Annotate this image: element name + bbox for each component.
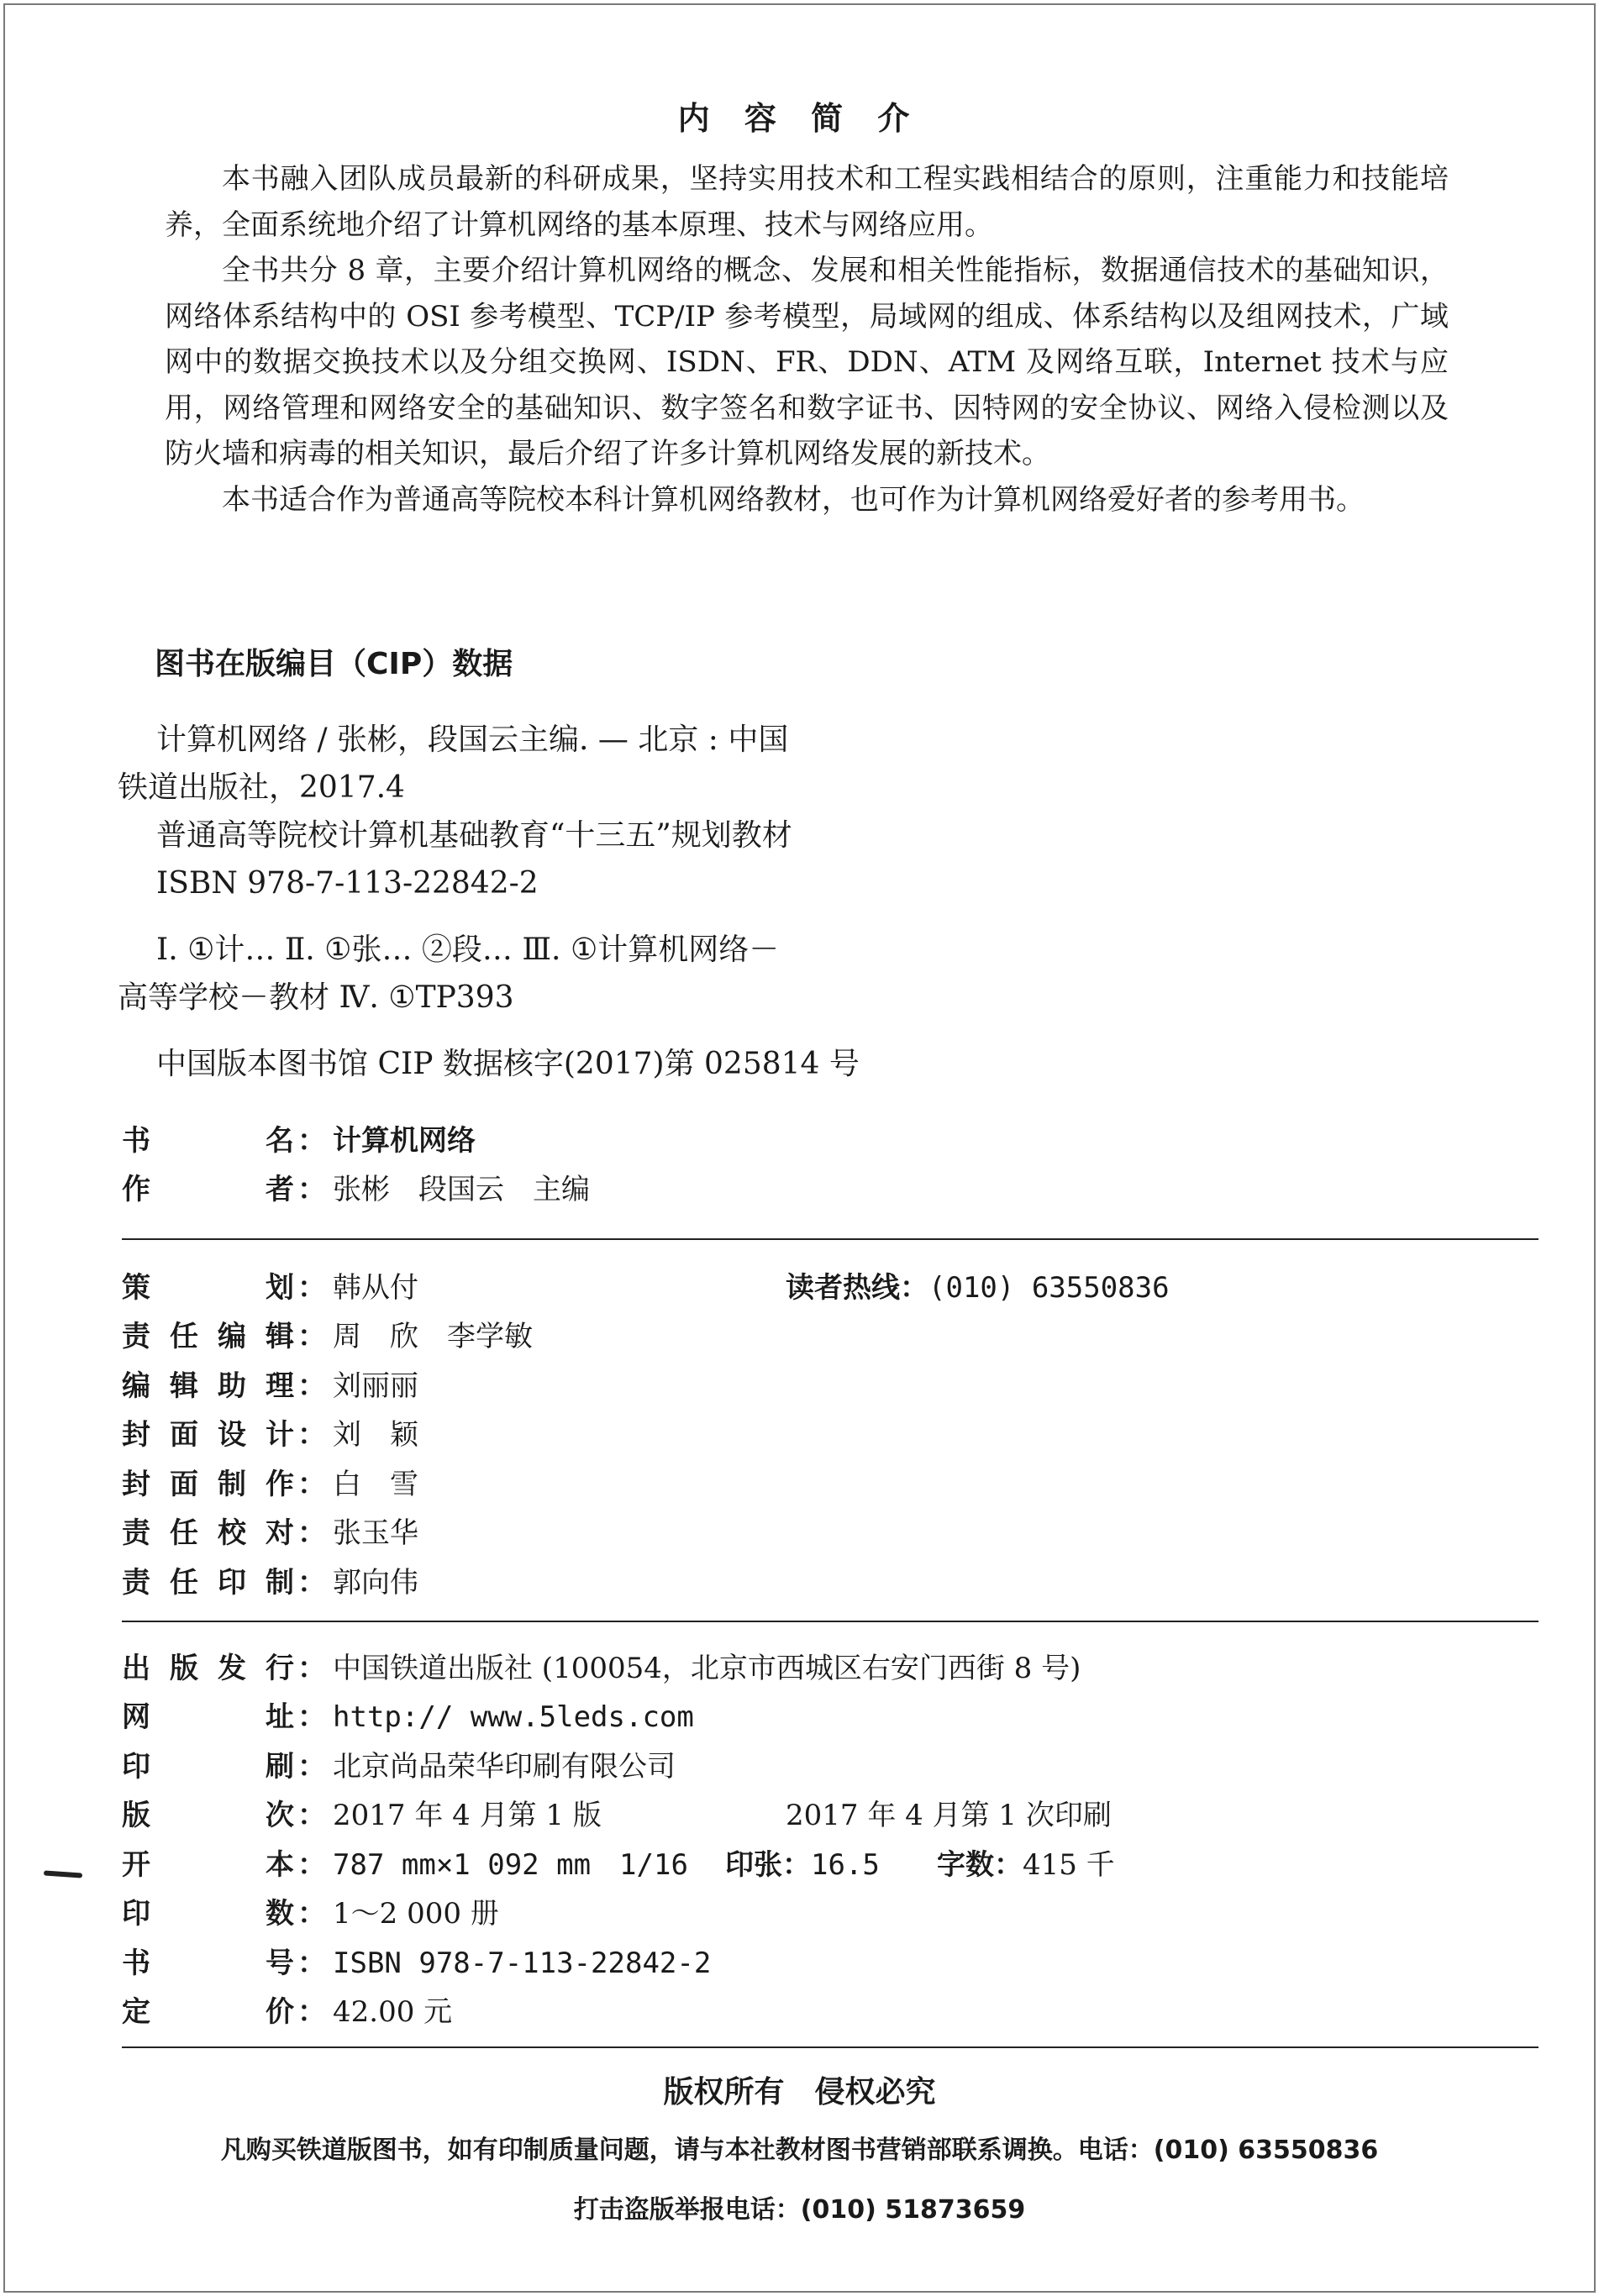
sheets-label: 印张：: [725, 1848, 811, 1882]
page-title: 内 容 简 介: [677, 99, 922, 137]
piracy-hotline: 打击盗版举报电话：(010) 51873659: [573, 2195, 1026, 2225]
author-value: 张彬 段国云 主编: [333, 1173, 590, 1206]
isbn-label: 书号: [122, 1947, 294, 1980]
book-name-label: 书名: [122, 1124, 294, 1158]
planner-value: 韩从付: [333, 1271, 418, 1305]
cip-line: 高等学校－教材 Ⅳ. ①TP393: [118, 980, 514, 1015]
price-value: 42.00 元: [333, 1995, 453, 2029]
hotline-value: (010) 63550836: [928, 1271, 1170, 1305]
publisher-value: 中国铁道出版社 (100054，北京市西城区右安门西街 8 号): [333, 1652, 1081, 1685]
cip-block: [118, 716, 860, 1088]
printer-label: 印刷: [122, 1750, 294, 1784]
intro-paragraph: 本书融入团队成员最新的科研成果，坚持实用技术和工程实践相结合的原则，注重能力和技能培养，全面系统地介绍了计算机网络的基本原理、技术与网络应用。: [165, 162, 1449, 242]
website-label: 网址: [122, 1700, 294, 1734]
cip-line: 普通高等院校计算机基础教育“十三五”规划教材: [156, 818, 792, 853]
proof-label: 责任校对: [122, 1516, 294, 1550]
divider: [122, 2046, 1539, 2048]
assistant-label: 编辑助理: [122, 1369, 294, 1403]
words-value: 415 千: [1023, 1848, 1115, 1882]
divider: [122, 1621, 1539, 1622]
edition-label: 版次: [122, 1799, 294, 1832]
book-name-value: 计算机网络: [333, 1124, 476, 1158]
editor-value: 周 欣 李学敏: [333, 1320, 533, 1353]
quality-notice: 凡购买铁道版图书，如有印制质量问题，请与本社教材图书营销部联系调换。电话：(010) 63550836: [220, 2136, 1379, 2165]
format-value: 787 mm×1 092 mm 1/16: [333, 1848, 688, 1882]
publisher-label: 出版发行: [122, 1652, 294, 1685]
assistant-value: 刘丽丽: [333, 1369, 418, 1403]
sheets-value: 16.5: [811, 1848, 880, 1882]
copies-label: 印数: [122, 1897, 294, 1931]
cover-design-value: 刘 颖: [333, 1418, 418, 1452]
divider: [122, 1238, 1539, 1240]
intro-text: [165, 156, 1449, 523]
cip-line: 铁道出版社，2017.4: [118, 770, 405, 805]
cip-heading: 图书在版编目（CIP）数据: [155, 647, 513, 681]
format-label: 开本: [122, 1848, 294, 1882]
price-label: 定价: [122, 1995, 294, 2029]
cover-make-value: 白 雪: [333, 1468, 418, 1501]
copyright-notice: 版权所有 侵权必究: [663, 2075, 936, 2109]
print-resp-label: 责任印制: [122, 1566, 294, 1600]
cip-line: 计算机网络 / 张彬，段国云主编. — 北京 : 中国: [156, 722, 789, 757]
cip-line: 中国版本图书馆 CIP 数据核字(2017)第 025814 号: [156, 1047, 860, 1081]
author-label: 作者: [122, 1173, 294, 1206]
words-label: 字数：: [937, 1848, 1023, 1882]
hotline-label: 读者热线：: [786, 1271, 928, 1305]
printing-value: 2017 年 4 月第 1 次印刷: [786, 1799, 1112, 1832]
edition-value: 2017 年 4 月第 1 版: [333, 1799, 602, 1832]
print-resp-value: 郭向伟: [333, 1566, 418, 1600]
printer-value: 北京尚品荣华印刷有限公司: [333, 1750, 676, 1784]
cover-make-label: 封面制作: [122, 1468, 294, 1501]
proof-value: 张玉华: [333, 1516, 418, 1550]
copies-value: 1～2 000 册: [333, 1897, 499, 1931]
cip-line: Ⅰ. ①计… Ⅱ. ①张… ②段… Ⅲ. ①计算机网络－: [156, 933, 780, 967]
planner-label: 策划: [122, 1271, 294, 1305]
cover-design-label: 封面设计: [122, 1418, 294, 1452]
website-value: http:// www.5leds.com: [333, 1700, 694, 1734]
isbn-value: ISBN 978-7-113-22842-2: [333, 1947, 712, 1980]
intro-paragraph: 本书适合作为普通高等院校本科计算机网络教材，也可作为计算机网络爱好者的参考用书。: [222, 482, 1365, 517]
cip-line: ISBN 978-7-113-22842-2: [156, 866, 539, 901]
intro-paragraph: 全书共分 8 章，主要介绍计算机网络的概念、发展和相关性能指标，数据通信技术的基础知识，网络体系结构中的 OSI 参考模型、TCP/IP 参考模型，局域网的组成、体系结构以及组网技术，广域网中的数据交换技术以及分组交换网、ISDN、FR、DDN、ATM 及网络互联，Internet 技术与应用，网络管理和网络安全的基础知识、数字签名和数字证书、因特网的安全协议、网络入侵检测以及防火墙和病毒的相关知识，最后介绍了许多计算机网络发展的新技术。: [165, 254, 1449, 470]
editor-label: 责任编辑: [122, 1320, 294, 1353]
